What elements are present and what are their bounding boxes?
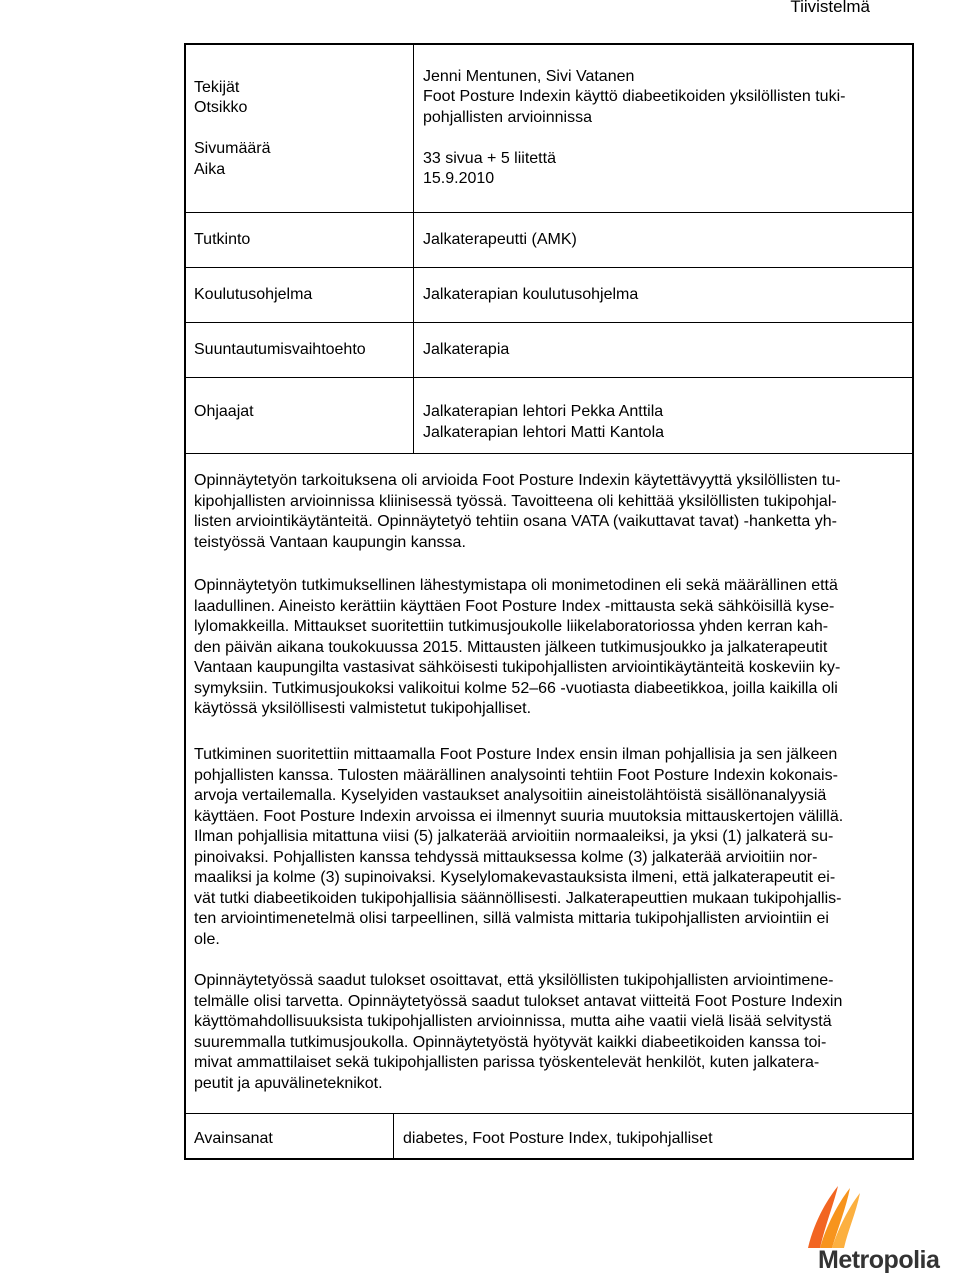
authors-value: Jenni Mentunen, Sivi Vatanen bbox=[423, 68, 635, 85]
column-divider bbox=[413, 45, 414, 453]
label-specialisation: Suuntautumisvaihtoehto bbox=[194, 341, 366, 358]
label-supervisors: Ohjaajat bbox=[194, 403, 254, 420]
degree-value: Jalkaterapeutti (AMK) bbox=[423, 231, 577, 248]
abstract-paragraph: Opinnäytetyön tarkoituksena oli arvioida Foot Posture Indexin käytettävyyttä yksilöllisten tu- kipohjallisten arvioinnissa kliinisessä työssä. Tavoitteena oli kehittää yksilöllisten tukipohjal- listen arviointikäytänteitä. Opinnäytetyö tehtiin osana VATA (vaikuttavat tavat) -hanketta yh- teistyössä Vantaan kaupungin kanssa. bbox=[194, 472, 841, 551]
divider bbox=[186, 322, 912, 323]
pages-value: 33 sivua + 5 liitettä bbox=[423, 150, 556, 167]
date-value: 15.9.2010 bbox=[423, 170, 495, 187]
label-degree: Tutkinto bbox=[194, 231, 251, 248]
label-programme: Koulutusohjelma bbox=[194, 286, 313, 303]
programme-value: Jalkaterapian koulutusohjelma bbox=[423, 286, 639, 303]
abstract-form bbox=[184, 43, 914, 1160]
divider bbox=[186, 267, 912, 268]
divider bbox=[186, 212, 912, 213]
specialisation-value: Jalkaterapia bbox=[423, 341, 510, 358]
abstract-paragraph: Opinnäytetyössä saadut tulokset osoittavat, että yksilöllisten tukipohjallisten arviointimene- telmälle olisi tarvetta. Opinnäytetyössä saadut tulokset antavat viitteitä Foot Posture Indexin käyttömahdollisuuksista tukipohjallisten arvioinnissa, mutta aihe vaatii vielä lisää selvitystä suuremmalla tutkimusjoukolla. Opinnäytetyöstä hyötyvät kaikki diabeetikoiden kanssa toi- mivat ammattilaiset sekä tukipohjallisten parissa työskentelevät henkilöt, kuten jalkatera- peutit ja apuvälineteknikot. bbox=[194, 972, 843, 1092]
label-pages: Sivumäärä bbox=[194, 140, 271, 157]
label-authors: Tekijät bbox=[194, 79, 240, 96]
abstract-paragraph: Opinnäytetyön tutkimuksellinen lähestymistapa oli monimetodinen eli sekä määrällinen että laadullinen. Aineisto kerättiin käyttäen Foot Posture Index -mittausta sekä sähköisillä kyse- lylomakkeilla. Mittaukset suoritettiin tutkimusjoukolle liikelaboratoriossa yhden kerran kah- den päivän aikana toukokuussa 2015. Mittausten jälkeen tutkimusjoukko ja jalkaterapeutit Vantaan kaupungilta vastasivat sähköisesti tukipohjallisten arviointikäytänteitä koskeviin ky- symyksiin. Tutkimusjoukoksi valikoitui kolme 52–66 -vuotiasta diabeetikkoa, joilla kaikilla oli käytössä yksilöllisesti valmistetut tukipohjalliset. bbox=[194, 577, 841, 717]
label-keywords: Avainsanat bbox=[194, 1130, 273, 1147]
column-divider bbox=[393, 1113, 394, 1160]
label-title: Otsikko bbox=[194, 99, 248, 116]
divider bbox=[186, 377, 912, 378]
abstract-paragraph: Tutkiminen suoritettiin mittaamalla Foot Posture Index ensin ilman pohjallisia ja sen jälkeen pohjallisten kanssa. Tulosten määrällinen analysointi tehtiin Foot Posture Indexin kokonais- arvoja vertailemalla. Kyselyiden vastaukset analysoitiin aineistolähtöistä sisällönanalyysiä käyttäen. Foot Posture Indexin arvoissa ei ilmennyt suuria muutoksia mittauskertojen välillä. Ilman pohjallisia mitattuna viisi (5) jalkaterää arvioitiin normaaleiksi, ja yksi (1) jalkaterä su- pinoivaksi. Pohjallisten kanssa tehdyssä mittauksessa kolme (3) jalkaterää arvioitiin nor- maaliksi ja kolme (3) supinoivaksi. Kyselylomakevastauksista ilmeni, että jalkaterapeutit ei- vät tutki diabeetikoiden tukipohjallisia säännöllisesti. Jalkaterapeuttien mukaan tukipohjallis- ten arviointimenetelmä olisi tarpeellinen, sillä valmista mittaria tukipohjallisten arviointiin ei ole. bbox=[194, 746, 844, 948]
keywords-value: diabetes, Foot Posture Index, tukipohjalliset bbox=[403, 1130, 713, 1147]
divider bbox=[186, 1113, 912, 1114]
label-date: Aika bbox=[194, 161, 226, 178]
metropolia-logo-text: Metropolia bbox=[818, 1246, 940, 1274]
title-value: Foot Posture Indexin käyttö diabeetikoiden yksilöllisten tuki- pohjallisten arvioinnissa bbox=[423, 88, 846, 126]
supervisors-value: Jalkaterapian lehtori Pekka Anttila Jalkaterapian lehtori Matti Kantola bbox=[423, 403, 665, 441]
divider bbox=[186, 453, 912, 454]
page-header-title: Tiivistelmä bbox=[790, 0, 870, 16]
